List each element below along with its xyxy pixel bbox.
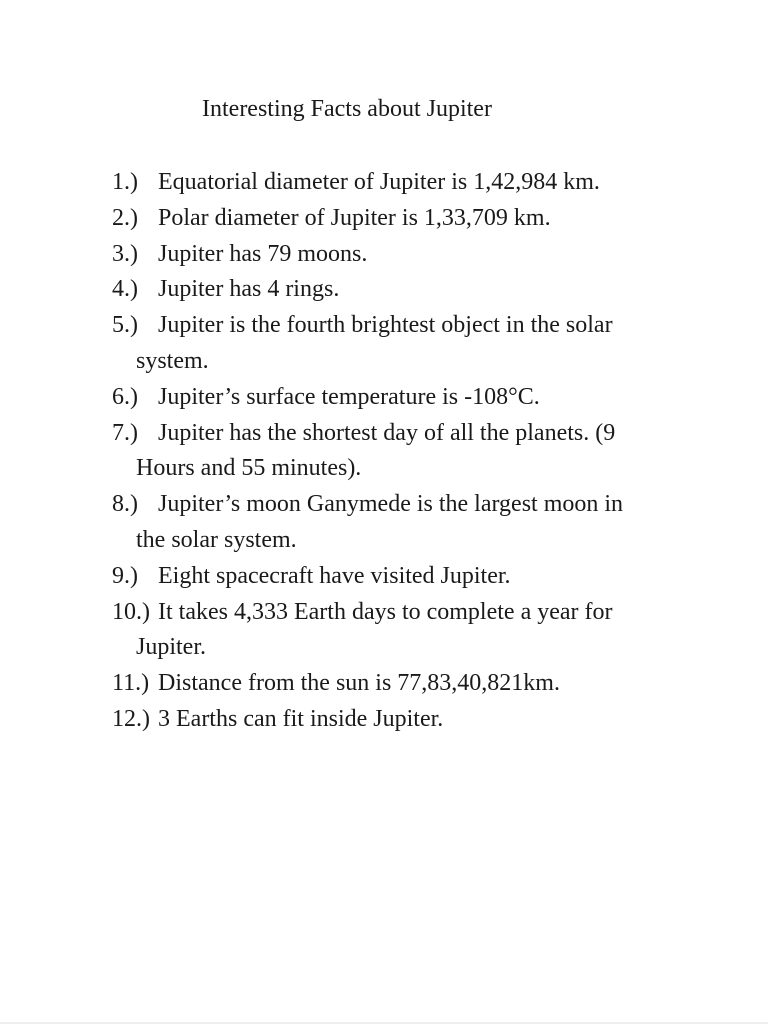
- list-item: [112, 487, 692, 559]
- list-item: [112, 308, 692, 380]
- list-item-text: Jupiter has 4 rings.: [158, 276, 340, 303]
- list-item-text: Jupiter is the fourth brightest object in the solar: [158, 312, 613, 339]
- list-item-continuation: Jupiter.: [136, 634, 206, 661]
- list-item: [112, 702, 692, 738]
- list-item: [112, 559, 692, 595]
- list-item-text: Eight spacecraft have visited Jupiter.: [158, 562, 511, 589]
- list-item-number: 12.): [112, 705, 150, 732]
- list-item: [112, 165, 692, 201]
- list-item-continuation: Hours and 55 minutes).: [136, 455, 362, 482]
- list-item-text: It takes 4,333 Earth days to complete a year for: [158, 598, 613, 625]
- list-item-number: 8.): [112, 491, 138, 518]
- list-item-number: 7.): [112, 419, 138, 446]
- list-item: [112, 201, 692, 237]
- list-item-text: Jupiter’s surface temperature is -108°C.: [158, 383, 540, 410]
- facts-list: [112, 165, 692, 738]
- list-item: [112, 416, 692, 488]
- list-item: [112, 666, 692, 702]
- list-item-number: 5.): [112, 312, 138, 339]
- list-item-text: 3 Earths can fit inside Jupiter.: [158, 705, 444, 732]
- list-item-text: Polar diameter of Jupiter is 1,33,709 km.: [158, 204, 551, 231]
- list-item-number: 6.): [112, 383, 138, 410]
- list-item: [112, 237, 692, 273]
- list-item-text: Jupiter has the shortest day of all the planets. (9: [158, 419, 616, 446]
- list-item-text: Jupiter’s moon Ganymede is the largest moon in: [158, 491, 624, 518]
- list-item-text: Distance from the sun is 77,83,40,821km.: [158, 670, 560, 697]
- list-item-number: 10.): [112, 598, 150, 625]
- list-item-text: Equatorial diameter of Jupiter is 1,42,984 km.: [158, 169, 600, 195]
- list-item-number: 9.): [112, 562, 138, 589]
- document-title: Interesting Facts about Jupiter: [202, 96, 492, 122]
- list-item: [112, 595, 692, 667]
- list-item-number: 11.): [112, 670, 150, 697]
- list-item: [112, 380, 692, 416]
- list-item-number: 3.): [112, 240, 138, 267]
- list-item-number: 1.): [112, 169, 138, 195]
- list-item-text: Jupiter has 79 moons.: [158, 240, 368, 267]
- list-item-number: 2.): [112, 204, 138, 231]
- list-item-continuation: the solar system.: [136, 526, 297, 553]
- list-item: [112, 272, 692, 308]
- list-item-number: 4.): [112, 276, 138, 303]
- list-item-continuation: system.: [136, 347, 209, 374]
